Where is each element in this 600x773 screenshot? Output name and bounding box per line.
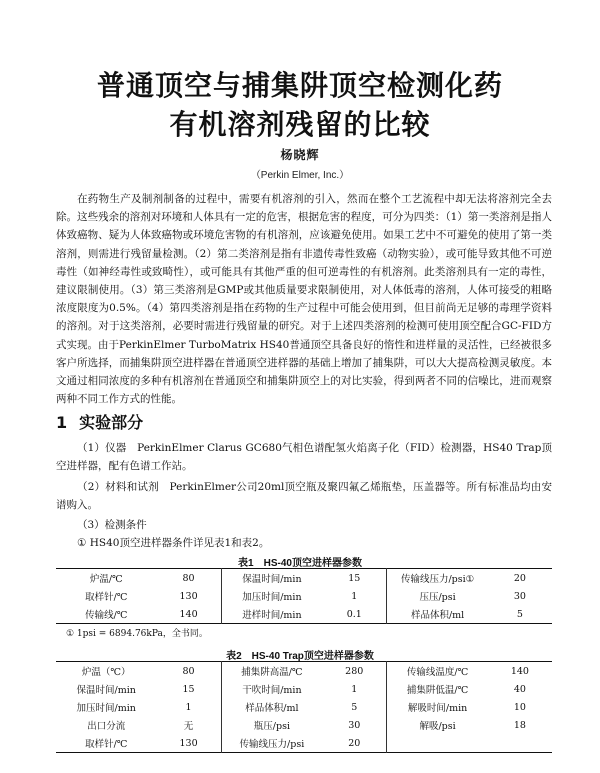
table-cell: 30 [513,590,526,602]
table-cell: 0.1 [346,608,362,620]
table-cell: 传输线压力/psi① [387,569,488,588]
title-line-2: 有机溶剂残留的比较 [169,108,431,141]
section-title: 实验部分 [79,413,144,432]
table-cell: 15 [182,683,195,695]
author: 杨晓辉 [280,148,320,162]
table-cell: 解吸/psi [387,716,488,734]
table-cell: 无 [183,721,194,732]
table-cell: 捕集阱高温/℃ [221,662,322,681]
table-cell: 加压时间/min [221,587,322,605]
table-cell: 80 [182,572,195,584]
table-row [56,734,552,753]
table-row [56,698,552,716]
table-cell: 1 [185,701,192,713]
table-cell: 130 [179,737,198,749]
table-cell: 20 [348,737,361,749]
table-row [56,716,552,734]
table-cell: 130 [179,590,198,602]
table-cell: 1 [351,683,358,695]
table-cell: 18 [513,719,526,731]
table-cell: 加压时间/min [76,703,136,714]
table-cell: 保温时间/min [76,685,136,696]
table-cell: 保温时间/min [221,569,322,588]
conditions-item: ① HS40顶空进样器条件详见表1和表2。 [77,537,270,549]
table-cell: 取样针/℃ [85,592,128,603]
abstract-paragraph: 在药物生产及制剂制备的过程中，需要有机溶剂的引入，然而在整个工艺流程中却无法将溶剂完全去除。这些残余的溶剂对环境和人体具有一定的危害，根据危害的程度，可分为四类：（1）第一类溶剂是指人体致癌物、疑为人体致癌物或环境危害物的有机溶剂，应该避免使用。如果工艺中不可避免的使用了第一类溶剂，则需进行残留量检测。（2）第二类溶剂是指有非遗传毒性致癌（动物实验），或可能导致其他不可逆毒性（如神经毒性或致畸性），或可能具有其他严重的但可逆毒性的有机溶剂。此类溶剂具有一定的毒性，建议限制使用。（3）第三类溶剂是GMP或其他质量要求限制使用，对人体低毒的溶剂，人体可接受的粗略浓度限度为0.5%。（4）第四类溶剂是指在药物的生产过程中可能会使用到，但目前尚无足够的毒理学资料的溶剂。对于这类溶剂，必要时需进行残留量的研究。对于上述四类溶剂的检测可使用顶空配合GC-FID方式实现。由于PerkinElmer TurboMatrix HS40普通顶空具备良好的惰性和进样量的灵活性，已经被很多客户所选择，而捕集阱顶空进样器在普通顶空进样器的基础上增加了捕集阱，可以大大提高检测灵敏度。本文通过相同浓度的多种有机溶剂在普通顶空和捕集阱顶空上的对比实验，得到两者不同的信噪比，进而观察两种不同工作方式的性能。 [56,193,552,406]
materials-paragraph: （2）材料和试剂 PerkinElmer公司20ml顶空瓶及聚四氟乙烯瓶垫，压盖器等。所有标准品均由安谱购入。 [56,481,552,511]
table-cell [488,734,552,753]
table2-caption: 表2 HS-40 Trap顶空进样器参数 [226,651,374,662]
table-cell: 传输线压力/psi [221,734,322,753]
table-cell: 280 [345,665,364,677]
table-cell: 10 [513,701,526,713]
table-cell: 1 [351,590,358,602]
table-cell: 140 [179,608,198,620]
table-cell: 瓶压/psi [221,716,322,734]
table-cell: 40 [513,683,526,695]
table1-footnote: ① 1psi = 6894.76kPa，全书同。 [66,629,208,639]
conditions-paragraph: （3）检测条件 [77,519,147,531]
table-cell: 80 [182,665,195,677]
table-cell: 干吹时间/min [221,680,322,698]
instrument-paragraph: （1）仪器 PerkinElmer Clarus GC680气相色谱配氢火焰离子化（FID）检测器，HS40 Trap顶空进样器，配有色谱工作站。 [56,442,552,472]
table-cell [387,734,488,753]
table-cell: 15 [348,572,361,584]
table-cell: 样品体积/ml [221,698,322,716]
table-cell: 样品体积/ml [387,605,488,624]
table2 [56,661,552,753]
affiliation: （Perkin Elmer, Inc.） [250,170,350,181]
table-cell: 5 [351,701,358,713]
section-number: 1 [56,413,68,432]
table-row [56,605,552,624]
table-cell: 取样针/℃ [85,739,128,750]
table-cell: 传输线温度/℃ [387,662,488,681]
table-row [56,662,552,681]
title-line-1: 普通顶空与捕集阱顶空检测化药 [96,69,503,102]
table-cell: 压压/psi [387,587,488,605]
table-cell: 炉温/℃ [89,574,123,585]
table-cell: 140 [510,665,529,677]
table-cell: 捕集阱低温/℃ [387,680,488,698]
table-row [56,680,552,698]
table-cell: 30 [348,719,361,731]
table-cell: 20 [513,572,526,584]
table1-caption: 表1 HS-40顶空进样器参数 [238,558,362,569]
table-cell: 炉温（℃） [81,667,131,678]
table-cell: 进样时间/min [221,605,322,624]
table-row [56,569,552,588]
table-row [56,587,552,605]
table1 [56,568,552,624]
table-cell: 传输线/℃ [85,610,128,621]
section-heading [56,410,143,433]
table-cell: 解吸时间/min [387,698,488,716]
table-cell: 5 [516,608,523,620]
table-cell: 出口分流 [87,721,126,732]
